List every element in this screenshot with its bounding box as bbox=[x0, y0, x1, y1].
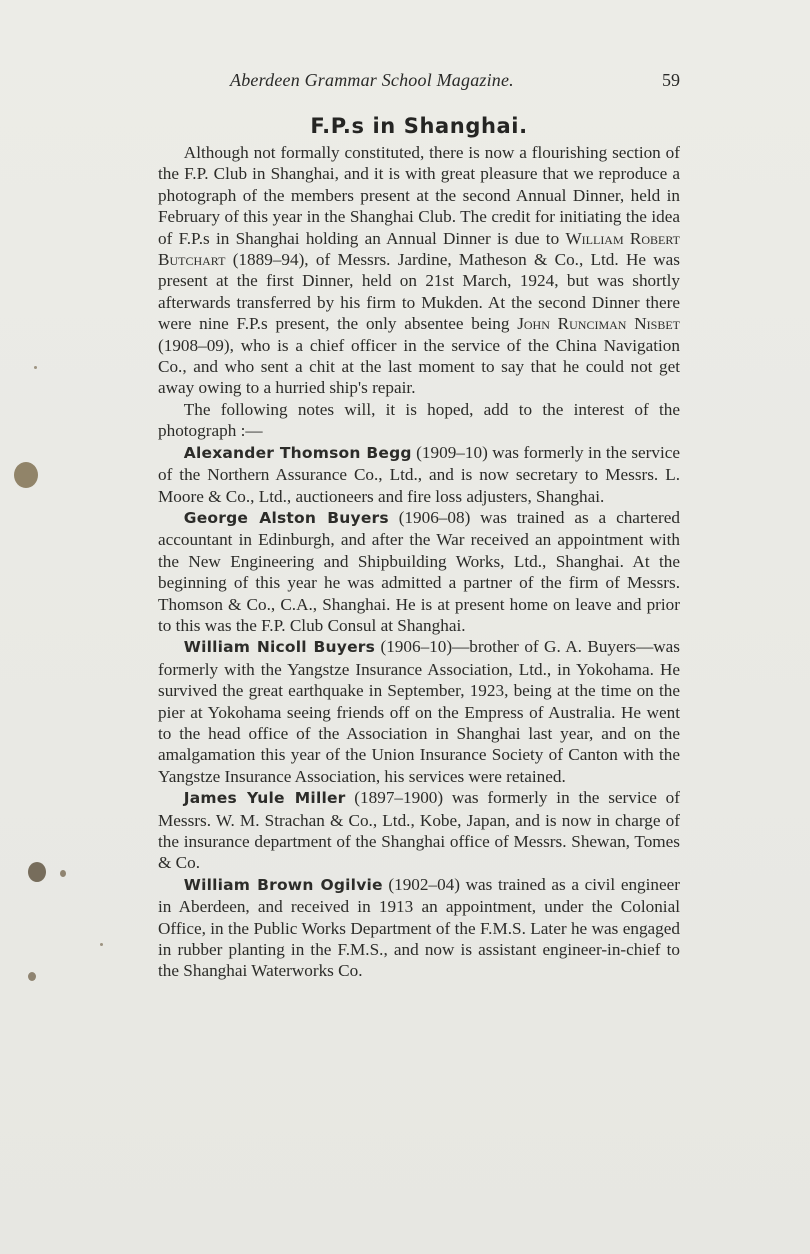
intro-text-b: (1889–94), of Messrs. Jardine, Matheson & Co., Ltd. He was present at the first Dinner, held on 21st March, 1924, but was shortly afterwards transferred by his firm to Mukden. At the second Dinner there were nine F.P.s present, the only absentee being bbox=[158, 250, 680, 334]
entry-name: William Brown Ogilvie bbox=[183, 875, 383, 894]
entry-text: (1909–10) was formerly in the service of the Northern Assurance Co., Ltd., and is now secretary to Messrs. L. Moore & Co., Ltd., auctioneers and fire loss adjusters, Shanghai. bbox=[158, 442, 681, 506]
entry-name: Alexander Thomson Begg bbox=[183, 443, 412, 462]
binding-mark bbox=[60, 870, 66, 877]
entry-paragraph bbox=[158, 636, 680, 787]
entry-name: James Yule Miller bbox=[183, 789, 346, 808]
binding-mark bbox=[14, 462, 38, 488]
entry-paragraph bbox=[158, 507, 680, 636]
article-title: F.P.s in Shanghai. bbox=[310, 114, 528, 138]
binding-mark bbox=[100, 943, 103, 946]
entry-name: George Alston Buyers bbox=[183, 508, 389, 527]
entry-name: William Nicoll Buyers bbox=[183, 638, 376, 657]
entry-text: (1906–08) was trained as a chartered accountant in Edinburgh, and after the War received an appointment with the New Engineering and Shipbuilding Works, Ltd., Shanghai. At the beginning of this year he was admitted a partner of the firm of Messrs. Thomson & Co., C.A., Shanghai. He is at present home on leave and prior to this was the F.P. Club Consul at Shanghai. bbox=[158, 507, 680, 635]
binding-mark bbox=[28, 862, 46, 882]
binding-mark bbox=[28, 972, 36, 981]
notes-intro-text: The following notes will, it is hoped, add to the interest of the photograph :— bbox=[158, 399, 680, 441]
notes-intro-paragraph bbox=[158, 399, 680, 442]
running-title: Aberdeen Grammar School Magazine. bbox=[230, 70, 514, 90]
intro-text-c: (1908–09), who is a chief officer in the service of the China Navigation Co., and who sent a chit at the last moment to say that he could not get away owing to a hurried ship's repair. bbox=[158, 335, 680, 398]
article-body bbox=[158, 142, 680, 982]
entry-text: (1897–1900) was formerly in the service of Messrs. W. M. Strachan & Co., Ltd., Kobe, Japan, and is now in charge of the insurance department of the Shanghai office of Messrs. Shewan, Tomes & Co. bbox=[158, 788, 680, 873]
entry-paragraph bbox=[158, 874, 680, 982]
person-name-butchart: William Robert Butchart bbox=[158, 228, 680, 270]
intro-text-a: Although not formally constituted, there is now a flourishing section of the F.P. Club in Shanghai, and it is with great pleasure that we reproduce a photograph of the members present at the second Annual Dinner, held in February of this year in the Shanghai Club. The credit for initiating the idea of F.P.s in Shanghai holding an Annual Dinner is due to bbox=[158, 143, 680, 248]
entry-paragraph bbox=[158, 442, 680, 507]
entry-text: (1902–04) was trained as a civil engineer in Aberdeen, and received in 1913 an appointment, under the Colonial Office, in the Public Works Department of the F.M.S. Later he was engaged in rubber planting in the F.M.S., and now is assistant engineer-in-chief to the Shanghai Waterworks Co. bbox=[158, 874, 680, 981]
page-number: 59 bbox=[662, 70, 680, 90]
entry-paragraph bbox=[158, 787, 680, 874]
page-header bbox=[158, 70, 680, 94]
entry-text: (1906–10)—brother of G. A. Buyers—was formerly with the Yangstze Insurance Association, Ltd., in Yokohama. He survived the great earthquake in September, 1923, being at the time on the pier at Yokohama seeing friends off on the Empress of Australia. He went to the head office of the Association in Shanghai last year, and on the amalgamation this year of the Union Insurance Society of Canton with the Yangstze Insurance Association, his services were retained. bbox=[158, 637, 680, 786]
binding-mark bbox=[34, 366, 37, 369]
person-name-nisbet: John Runciman Nisbet bbox=[517, 314, 680, 334]
intro-paragraph bbox=[158, 142, 680, 399]
